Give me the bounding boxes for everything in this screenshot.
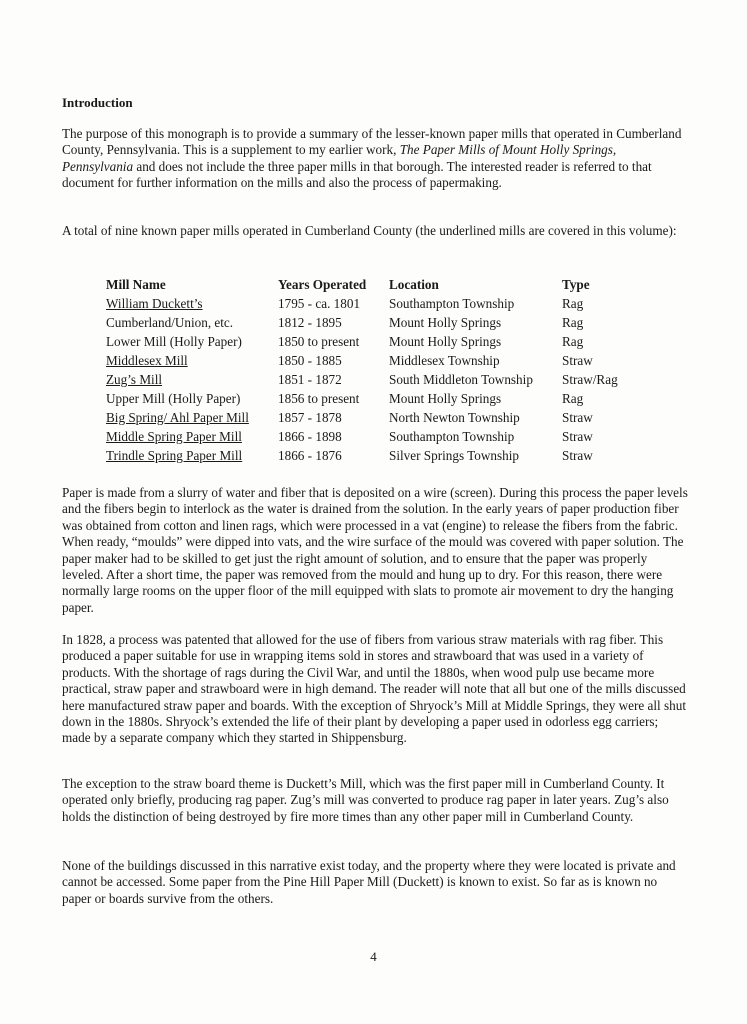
paragraph-papermaking: Paper is made from a slurry of water and fiber that is deposited on a wire (screen). During this process the paper levels and the fibers begin to interlock as the water is drained from the solution. In the early years of paper production fiber was obtained from cotton and linen rags, which were processed in a vat (engine) to release the fibers from the fabric. When ready, “moulds” were dipped into vats, and the wire surface of the mould was covered with paper solution. The paper maker had to be skilled to get just the right amount of solution, and to ensure that the paper was properly leveled. After a short time, the paper was removed from the mould and hung up to dry. For this reason, there were normally large rooms on the upper floor of the mill equipped with slats to promote air movement to dry the hanging paper. (62, 485, 688, 615)
paragraph-text: and does not include the three paper mills in that borough. The interested reader is referred to that document for further information on the mills and also the process of papermaking. (62, 158, 652, 191)
mill-name-cell: William Duckett’s (106, 296, 203, 311)
table-row (106, 445, 632, 464)
table-row (106, 407, 632, 426)
years-cell: 1850 - 1885 (278, 353, 342, 368)
book-title: The Paper Mills of Mount Holly Springs, Pennsylvania (62, 142, 617, 174)
header-mill-name: Mill Name (106, 277, 166, 292)
paragraph-buildings: None of the buildings discussed in this narrative exist today, and the property where they were located is private and cannot be accessed. Some paper from the Pine Hill Paper Mill (Duckett) is known to exist. So far as is known no paper or boards survive from the others. (62, 858, 676, 906)
years-cell: 1857 - 1878 (278, 410, 342, 425)
mills-table (106, 273, 632, 464)
location-cell: South Middleton Township (389, 372, 533, 387)
section-heading: Introduction (62, 95, 133, 110)
header-years-operated: Years Operated (278, 277, 367, 292)
years-cell: 1795 - ca. 1801 (278, 296, 361, 311)
type-cell: Rag (562, 391, 584, 406)
type-cell: Straw (562, 448, 593, 463)
table-row (106, 312, 632, 331)
years-cell: 1851 - 1872 (278, 372, 342, 387)
type-cell: Straw/Rag (562, 372, 618, 387)
location-cell: Southampton Township (389, 429, 515, 444)
years-cell: 1866 - 1898 (278, 429, 342, 444)
paragraph-total-mills: A total of nine known paper mills operated in Cumberland County (the underlined mills are covered in this volume): (62, 223, 677, 238)
type-cell: Rag (562, 334, 584, 349)
years-cell: 1856 to present (278, 391, 360, 406)
header-location: Location (389, 277, 439, 292)
location-cell: Mount Holly Springs (389, 315, 502, 330)
type-cell: Straw (562, 410, 593, 425)
type-cell: Rag (562, 315, 584, 330)
table-row (106, 388, 632, 407)
location-cell: Mount Holly Springs (389, 334, 502, 349)
mill-name-cell: Middlesex Mill (106, 353, 188, 368)
type-cell: Rag (562, 296, 584, 311)
location-cell: Mount Holly Springs (389, 391, 502, 406)
mill-name-cell: Cumberland/Union, etc. (106, 315, 234, 330)
paragraph-text: The purpose of this monograph is to provide a summary of the lesser-known paper mills that operated in Cumberland County, Pennsylvania. This is a supplement to my earlier work, (62, 126, 682, 158)
paragraph-purpose (62, 126, 688, 192)
header-type: Type (562, 277, 590, 292)
paragraph-exception: The exception to the straw board theme is Duckett’s Mill, which was the first paper mill in Cumberland County. It operated only briefly, producing rag paper. Zug’s mill was converted to produce rag paper in later years. Zug’s also holds the distinction of being destroyed by fire more times than any other paper mill in Cumberland County. (62, 776, 669, 824)
type-cell: Straw (562, 353, 593, 368)
location-cell: Silver Springs Township (389, 448, 519, 463)
mill-name-cell: Zug’s Mill (106, 372, 163, 387)
years-cell: 1812 - 1895 (278, 315, 342, 330)
location-cell: North Newton Township (389, 410, 520, 425)
type-cell: Straw (562, 429, 593, 444)
location-cell: Southampton Township (389, 296, 515, 311)
table-row (106, 331, 632, 350)
mill-name-cell: Lower Mill (Holly Paper) (106, 334, 242, 349)
years-cell: 1850 to present (278, 334, 360, 349)
page-number: 4 (370, 949, 377, 964)
table-row (106, 426, 632, 445)
mill-name-cell: Middle Spring Paper Mill (106, 429, 242, 444)
location-cell: Middlesex Township (389, 353, 500, 368)
mill-name-cell: Trindle Spring Paper Mill (106, 448, 243, 463)
paragraph-straw-process: In 1828, a process was patented that allowed for the use of fibers from various straw materials with rag fiber. This produced a paper suitable for use in wrapping items sold in stores and strawboard that was used in a variety of products. With the shortage of rags during the Civil War, and until the 1880s, when wood pulp use became more practical, straw paper and strawboard were in high demand. The reader will note that all but one of the mills discussed here manufactured straw paper and boards. With the exception of Shryock’s Mill at Middle Springs, they were all shut down in the 1880s. Shryock’s extended the life of their plant by developing a paper used in odorless egg carriers; made by a separate company which they started in Shippensburg. (62, 632, 687, 746)
years-cell: 1866 - 1876 (278, 448, 342, 463)
table-row (106, 369, 632, 388)
table-header-row (106, 273, 632, 293)
mill-name-cell: Upper Mill (Holly Paper) (106, 391, 241, 406)
mill-name-cell: Big Spring/ Ahl Paper Mill (106, 410, 249, 425)
table-row (106, 293, 632, 312)
table-row (106, 350, 632, 369)
